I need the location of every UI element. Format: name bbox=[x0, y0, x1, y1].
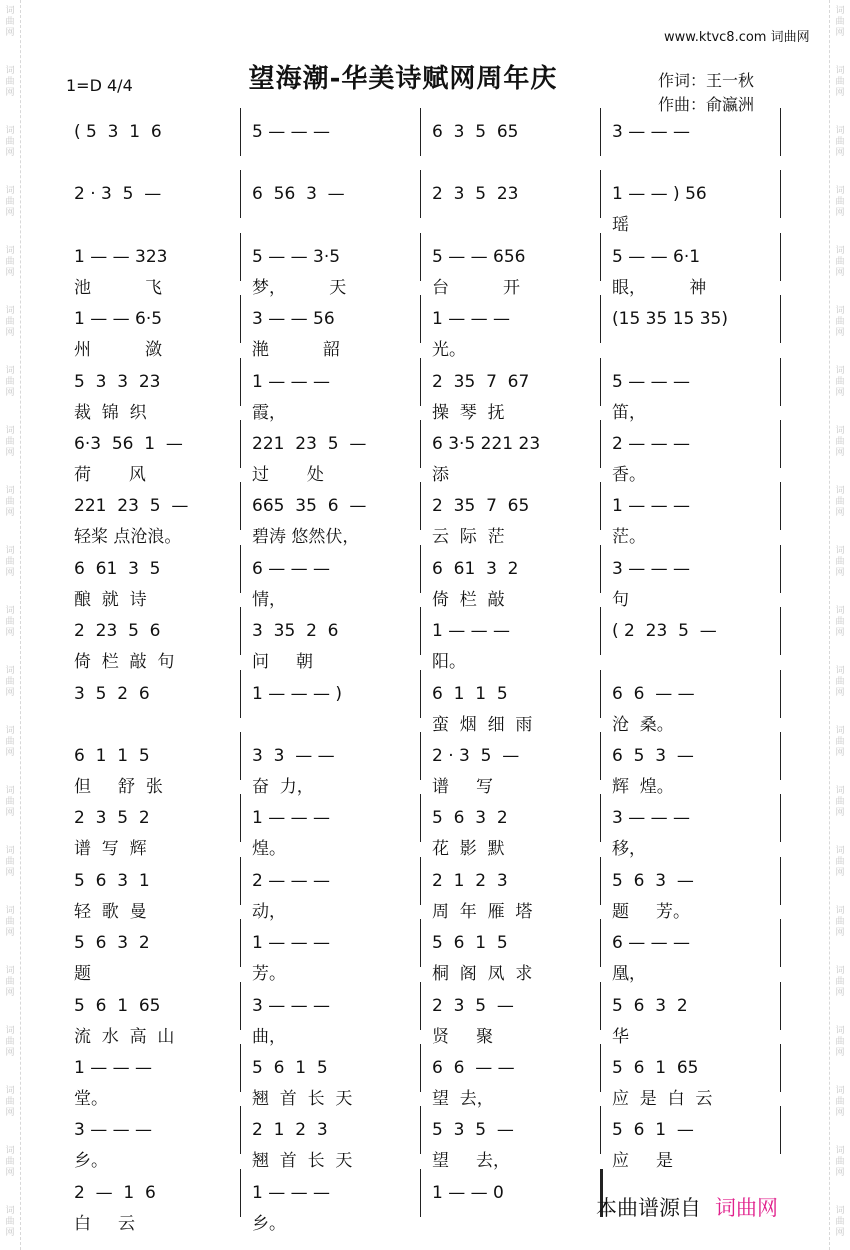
lyrics-row bbox=[64, 649, 784, 675]
barline bbox=[780, 358, 781, 406]
watermark-text: 词 曲 网 bbox=[835, 1026, 845, 1058]
measure-notes: 5 6 3 2 bbox=[612, 995, 688, 1016]
notes-row bbox=[64, 555, 784, 583]
barline bbox=[420, 857, 421, 905]
site-url[interactable]: www.ktvc8.com 词曲网 bbox=[664, 30, 810, 45]
barline bbox=[600, 670, 601, 718]
measure-notes: 6 61 3 2 bbox=[432, 558, 519, 579]
measure-lyrics: 过 处 bbox=[252, 465, 324, 485]
barline bbox=[240, 295, 241, 343]
measure-lyrics: 霞， bbox=[252, 402, 286, 423]
watermark-text: 词 曲 网 bbox=[835, 306, 845, 338]
footer-text: 本曲谱源自 bbox=[596, 1196, 701, 1220]
measure-lyrics: 白 云 bbox=[74, 1213, 136, 1234]
barline bbox=[600, 420, 601, 468]
measure-notes: 5 6 1 5 bbox=[252, 1058, 328, 1078]
measure-lyrics: 谱 写 辉 bbox=[74, 839, 147, 860]
measure-lyrics: 应 是 bbox=[612, 1151, 674, 1172]
measure-notes: 6 1 1 5 bbox=[432, 683, 508, 704]
barline bbox=[420, 233, 421, 281]
barline bbox=[600, 982, 601, 1030]
barline bbox=[600, 545, 601, 593]
watermark-text: 词 曲 网 bbox=[5, 546, 15, 578]
measure-notes: 5 6 1 — bbox=[612, 1120, 694, 1141]
measure-lyrics: 移， bbox=[612, 839, 646, 860]
measure-notes: 5 — — 656 bbox=[432, 246, 526, 267]
barline bbox=[780, 233, 781, 281]
measure-notes: 2 · 3 5 — bbox=[432, 746, 520, 766]
measure-notes: (15 35 15 35) bbox=[612, 309, 729, 330]
watermark-text: 词 曲 网 bbox=[835, 186, 845, 218]
barline bbox=[240, 420, 241, 468]
measure-notes: 3 — — — bbox=[74, 1120, 153, 1141]
measure-notes: 3 — — — bbox=[252, 995, 331, 1016]
measure-notes: 5 6 3 2 bbox=[432, 808, 508, 829]
lyrics-row bbox=[64, 337, 784, 363]
measure-lyrics: 题 芳。 bbox=[612, 901, 691, 922]
barline bbox=[240, 982, 241, 1030]
watermark-text: 词 曲 网 bbox=[5, 126, 15, 158]
measure-lyrics: 酿 就 诗 bbox=[74, 589, 147, 610]
lyrics-row bbox=[64, 462, 784, 488]
measure-lyrics: 乡。 bbox=[252, 1213, 286, 1234]
lyrics-row bbox=[64, 712, 784, 738]
barline bbox=[420, 794, 421, 842]
measure-lyrics: 茫。 bbox=[612, 527, 646, 548]
measure-notes: 5 — — 6·1 bbox=[612, 246, 701, 267]
notes-row bbox=[64, 118, 784, 146]
measure-notes: 3 — — — bbox=[612, 808, 691, 829]
measure-notes: 1 — — — bbox=[252, 933, 331, 954]
notes-row bbox=[64, 1054, 784, 1082]
footer-brand[interactable]: 词曲网 bbox=[715, 1196, 778, 1220]
notes-row bbox=[64, 1116, 784, 1144]
measure-lyrics: 轻 歌 曼 bbox=[74, 901, 147, 922]
barline bbox=[240, 358, 241, 406]
watermark-text: 词 曲 网 bbox=[835, 246, 845, 278]
barline bbox=[240, 233, 241, 281]
barline bbox=[600, 919, 601, 967]
barline bbox=[420, 1044, 421, 1092]
watermark-text: 词 曲 网 bbox=[835, 966, 845, 998]
barline bbox=[600, 857, 601, 905]
barline bbox=[780, 295, 781, 343]
watermark-text: 词 曲 网 bbox=[5, 906, 15, 938]
measure-lyrics: 辉 煌。 bbox=[612, 777, 674, 797]
barline bbox=[780, 607, 781, 655]
barline bbox=[240, 670, 241, 718]
barline bbox=[600, 170, 601, 218]
measure-notes: 1 — — — bbox=[432, 621, 511, 642]
measure-notes: 3 — — 56 bbox=[252, 309, 335, 330]
measure-notes: 2 1 2 3 bbox=[432, 870, 508, 891]
measure-notes: 1 — — — bbox=[432, 309, 511, 330]
barline bbox=[240, 857, 241, 905]
watermark-text: 词 曲 网 bbox=[5, 306, 15, 338]
lyrics-row bbox=[64, 212, 784, 238]
barline bbox=[780, 545, 781, 593]
notes-row bbox=[64, 742, 784, 770]
barline bbox=[420, 108, 421, 156]
barline bbox=[240, 482, 241, 530]
measure-notes: 6·3 56 1 — bbox=[74, 434, 183, 454]
watermark-text: 词 曲 网 bbox=[835, 426, 845, 458]
measure-notes: 3 5 2 6 bbox=[74, 683, 150, 704]
lyrics-row bbox=[64, 524, 784, 550]
measure-lyrics: 池 飞 bbox=[74, 277, 163, 298]
barline bbox=[420, 919, 421, 967]
measure-notes: 5 6 3 2 bbox=[74, 933, 150, 954]
measure-lyrics: 望 去， bbox=[432, 1151, 511, 1172]
watermark-text: 词 曲 网 bbox=[5, 6, 15, 38]
barline bbox=[240, 919, 241, 967]
measure-notes: 1 — — 0 bbox=[432, 1182, 504, 1203]
notes-row bbox=[64, 492, 784, 520]
barline bbox=[240, 1106, 241, 1154]
barline bbox=[600, 295, 601, 343]
measure-notes: ( 2 23 5 — bbox=[612, 621, 717, 642]
measure-lyrics: 华 bbox=[612, 1026, 629, 1047]
measure-lyrics: 题 bbox=[74, 964, 91, 985]
lyrics-row bbox=[64, 899, 784, 925]
measure-lyrics: 芳。 bbox=[252, 964, 286, 985]
barline bbox=[600, 1106, 601, 1154]
lyrics-row bbox=[64, 587, 784, 613]
notes-row bbox=[64, 867, 784, 895]
watermark-text: 词 曲 网 bbox=[5, 1026, 15, 1058]
barline bbox=[780, 982, 781, 1030]
lyrics-row bbox=[64, 400, 784, 426]
watermark-text: 词 曲 网 bbox=[5, 726, 15, 758]
barline bbox=[780, 1044, 781, 1092]
watermark-text: 词 曲 网 bbox=[835, 546, 845, 578]
measure-notes: 5 — — 3·5 bbox=[252, 246, 341, 267]
watermark-text: 词 曲 网 bbox=[835, 66, 845, 98]
watermark-text: 词 曲 网 bbox=[835, 1146, 845, 1178]
watermark-text: 词 曲 网 bbox=[835, 666, 845, 698]
barline bbox=[780, 919, 781, 967]
notes-row bbox=[64, 804, 784, 832]
key-signature: 1=D 4/4 bbox=[66, 76, 133, 95]
measure-notes: 2 35 7 67 bbox=[432, 371, 530, 392]
measure-lyrics: 乡。 bbox=[74, 1151, 108, 1172]
measure-lyrics: 动， bbox=[252, 901, 286, 922]
watermark-text: 词 曲 网 bbox=[835, 486, 845, 518]
measure-lyrics: 句 bbox=[612, 589, 629, 610]
watermark-text: 词 曲 网 bbox=[5, 426, 15, 458]
watermark-text: 词 曲 网 bbox=[835, 1206, 845, 1238]
notes-row bbox=[64, 430, 784, 458]
lyrics-row bbox=[64, 961, 784, 987]
measure-notes: 1 — — — bbox=[612, 496, 691, 517]
notes-row bbox=[64, 243, 784, 271]
barline bbox=[780, 1106, 781, 1154]
barline bbox=[420, 420, 421, 468]
watermark-text: 词 曲 网 bbox=[835, 726, 845, 758]
measure-lyrics: 谱 写 bbox=[432, 777, 494, 797]
measure-notes: 6 61 3 5 bbox=[74, 558, 161, 579]
measure-notes: 1 — — — bbox=[74, 1058, 153, 1078]
notes-row bbox=[64, 180, 784, 208]
measure-notes: 1 — — — bbox=[252, 808, 331, 829]
watermark-text: 词 曲 网 bbox=[835, 906, 845, 938]
barline bbox=[240, 794, 241, 842]
measure-lyrics: 操 琴 抚 bbox=[432, 402, 505, 423]
barline bbox=[420, 482, 421, 530]
barline bbox=[600, 1044, 601, 1092]
measure-notes: 3 3 — — bbox=[252, 746, 335, 766]
barline bbox=[600, 732, 601, 780]
barline bbox=[240, 607, 241, 655]
watermark-text: 词 曲 网 bbox=[5, 366, 15, 398]
barline bbox=[780, 794, 781, 842]
watermark-text: 词 曲 网 bbox=[5, 186, 15, 218]
barline bbox=[420, 607, 421, 655]
measure-notes: 1 — — — bbox=[252, 1182, 331, 1203]
measure-notes: 6 3·5 221 23 bbox=[432, 434, 541, 454]
barline bbox=[780, 420, 781, 468]
footer bbox=[596, 1192, 778, 1222]
barline bbox=[420, 545, 421, 593]
barline bbox=[780, 857, 781, 905]
notes-row bbox=[64, 368, 784, 396]
measure-lyrics: 裁 锦 织 bbox=[74, 402, 147, 423]
measure-lyrics: 眼， 神 bbox=[612, 277, 707, 298]
barline bbox=[600, 482, 601, 530]
measure-lyrics: 倚 栏 敲 句 bbox=[74, 652, 175, 673]
barline bbox=[420, 1169, 421, 1217]
left-watermark-strip bbox=[0, 0, 21, 1250]
measure-lyrics: 光。 bbox=[432, 340, 466, 361]
measure-lyrics: 梦， 天 bbox=[252, 277, 347, 298]
barline bbox=[600, 607, 601, 655]
measure-notes: 6 3 5 65 bbox=[432, 122, 519, 142]
measure-notes: 2 3 5 — bbox=[432, 995, 514, 1016]
measure-notes: 6 56 3 — bbox=[252, 184, 345, 205]
watermark-text: 词 曲 网 bbox=[835, 606, 845, 638]
notes-row bbox=[64, 929, 784, 957]
measure-lyrics: 问 朝 bbox=[252, 652, 314, 673]
watermark-text: 词 曲 网 bbox=[835, 126, 845, 158]
watermark-text: 词 曲 网 bbox=[5, 246, 15, 278]
measure-notes: 3 — — — bbox=[612, 122, 691, 142]
measure-lyrics: 阳。 bbox=[432, 652, 466, 673]
lyrics-row bbox=[64, 1024, 784, 1050]
measure-notes: 5 6 3 — bbox=[612, 870, 694, 891]
lyrics-row bbox=[64, 150, 784, 176]
watermark-text: 词 曲 网 bbox=[5, 1086, 15, 1118]
measure-notes: 5 3 3 23 bbox=[74, 371, 161, 392]
notes-row bbox=[64, 680, 784, 708]
measure-notes: 6 — — — bbox=[612, 933, 691, 954]
measure-notes: 1 — — 323 bbox=[74, 246, 168, 267]
watermark-text: 词 曲 网 bbox=[835, 846, 845, 878]
barline bbox=[780, 108, 781, 156]
notes-row bbox=[64, 992, 784, 1020]
watermark-text: 词 曲 网 bbox=[5, 66, 15, 98]
measure-lyrics: 州 潋 bbox=[74, 340, 163, 361]
measure-lyrics: 应 是 白 云 bbox=[612, 1089, 713, 1109]
measure-notes: 5 — — — bbox=[612, 371, 691, 392]
barline bbox=[780, 482, 781, 530]
measure-notes: ( 5 3 1 6 bbox=[74, 122, 162, 142]
watermark-text: 词 曲 网 bbox=[5, 1206, 15, 1238]
measure-notes: 6 6 — — bbox=[432, 1058, 515, 1078]
measure-notes: 2 35 7 65 bbox=[432, 496, 530, 517]
barline bbox=[240, 170, 241, 218]
measure-lyrics: 香。 bbox=[612, 465, 646, 485]
measure-notes: 1 — — 6·5 bbox=[74, 309, 163, 330]
barline bbox=[420, 170, 421, 218]
measure-notes: 6 6 — — bbox=[612, 683, 695, 704]
watermark-text: 词 曲 网 bbox=[5, 1146, 15, 1178]
barline bbox=[240, 1169, 241, 1217]
right-watermark-strip bbox=[829, 0, 850, 1250]
composer-credit: 作曲：俞瀛洲 bbox=[658, 95, 755, 114]
measure-lyrics: 奋 力， bbox=[252, 777, 314, 797]
barline bbox=[600, 794, 601, 842]
measure-notes: 5 6 1 65 bbox=[74, 995, 161, 1016]
lyrics-row bbox=[64, 774, 784, 800]
lyrics-row bbox=[64, 1086, 784, 1112]
measure-notes: 6 5 3 — bbox=[612, 746, 694, 766]
barline bbox=[420, 732, 421, 780]
barline bbox=[420, 358, 421, 406]
measure-notes: 2 1 2 3 bbox=[252, 1120, 328, 1141]
barline bbox=[240, 1044, 241, 1092]
measure-notes: 5 6 1 5 bbox=[432, 933, 508, 954]
measure-lyrics: 煌。 bbox=[252, 839, 286, 860]
barline bbox=[600, 108, 601, 156]
watermark-text: 词 曲 网 bbox=[835, 1086, 845, 1118]
watermark-text: 词 曲 网 bbox=[5, 606, 15, 638]
measure-lyrics: 碧涛 悠然伏， bbox=[252, 527, 360, 548]
measure-notes: 221 23 5 — bbox=[252, 434, 367, 454]
measure-notes: 3 — — — bbox=[612, 558, 691, 579]
lyrics-row bbox=[64, 275, 784, 301]
barline bbox=[240, 732, 241, 780]
measure-lyrics: 但 舒 张 bbox=[74, 777, 163, 797]
lyrics-row bbox=[64, 836, 784, 862]
barline bbox=[420, 670, 421, 718]
measure-lyrics: 翘 首 长 天 bbox=[252, 1089, 353, 1109]
notes-row bbox=[64, 617, 784, 645]
notes-row bbox=[64, 305, 784, 333]
measure-notes: 2 — — — bbox=[612, 434, 691, 454]
measure-lyrics: 荷 风 bbox=[74, 465, 146, 485]
barline bbox=[240, 545, 241, 593]
barline bbox=[780, 732, 781, 780]
measure-lyrics: 笛， bbox=[612, 402, 646, 423]
measure-notes: 2 3 5 2 bbox=[74, 808, 150, 829]
measure-notes: 1 — — — ) bbox=[252, 683, 343, 704]
measure-notes: 5 3 5 — bbox=[432, 1120, 514, 1141]
watermark-text: 词 曲 网 bbox=[835, 786, 845, 818]
measure-lyrics: 曲， bbox=[252, 1026, 286, 1047]
measure-lyrics: 添 bbox=[432, 465, 449, 485]
barline bbox=[600, 233, 601, 281]
measure-notes: 5 — — — bbox=[252, 122, 331, 142]
watermark-text: 词 曲 网 bbox=[5, 966, 15, 998]
measure-lyrics: 桐 阁 凤 求 bbox=[432, 964, 533, 985]
measure-lyrics: 堂。 bbox=[74, 1089, 108, 1109]
measure-notes: 1 — — — bbox=[252, 371, 331, 392]
barline bbox=[240, 108, 241, 156]
measure-lyrics: 瑶 bbox=[612, 215, 629, 236]
measure-notes: 2 — 1 6 bbox=[74, 1182, 156, 1203]
measure-notes: 6 1 1 5 bbox=[74, 746, 150, 766]
barline bbox=[780, 670, 781, 718]
song-title: 望海潮-华美诗赋网周年庆 bbox=[248, 64, 558, 94]
measure-lyrics: 台 开 bbox=[432, 277, 521, 298]
measure-lyrics: 周 年 雁 塔 bbox=[432, 901, 533, 922]
measure-lyrics: 流 水 高 山 bbox=[74, 1026, 175, 1047]
barline bbox=[420, 1106, 421, 1154]
measure-lyrics: 望 去， bbox=[432, 1089, 494, 1109]
barline bbox=[600, 358, 601, 406]
measure-lyrics: 蛮 烟 细 雨 bbox=[432, 714, 533, 735]
measure-notes: 6 — — — bbox=[252, 558, 331, 579]
measure-notes: 665 35 6 — bbox=[252, 496, 367, 517]
watermark-text: 词 曲 网 bbox=[5, 486, 15, 518]
measure-notes: 221 23 5 — bbox=[74, 496, 189, 517]
measure-lyrics: 倚 栏 敲 bbox=[432, 589, 505, 610]
measure-lyrics: 沧 桑。 bbox=[612, 714, 674, 735]
lyricist-credit: 作词：王一秋 bbox=[658, 71, 755, 90]
measure-notes: 2 · 3 5 — bbox=[74, 184, 162, 205]
measure-notes: 3 35 2 6 bbox=[252, 621, 339, 642]
lyrics-row bbox=[64, 1148, 784, 1174]
watermark-text: 词 曲 网 bbox=[835, 6, 845, 38]
measure-notes: 2 — — — bbox=[252, 870, 331, 891]
measure-notes: 1 — — ) 56 bbox=[612, 184, 707, 205]
barline bbox=[420, 295, 421, 343]
measure-lyrics: 轻桨 点沧浪。 bbox=[74, 527, 182, 548]
barline bbox=[780, 170, 781, 218]
measure-notes: 2 3 5 23 bbox=[432, 184, 519, 205]
watermark-text: 词 曲 网 bbox=[5, 846, 15, 878]
measure-lyrics: 情， bbox=[252, 589, 286, 610]
measure-lyrics: 滟 韶 bbox=[252, 340, 341, 361]
watermark-text: 词 曲 网 bbox=[5, 786, 15, 818]
measure-lyrics: 云 际 茫 bbox=[432, 527, 505, 548]
measure-notes: 2 23 5 6 bbox=[74, 621, 161, 642]
measure-lyrics: 翘 首 长 天 bbox=[252, 1151, 353, 1172]
measure-lyrics: 凰， bbox=[612, 964, 646, 985]
measure-lyrics: 贤 聚 bbox=[432, 1026, 494, 1047]
watermark-text: 词 曲 网 bbox=[835, 366, 845, 398]
measure-notes: 5 6 3 1 bbox=[74, 870, 150, 891]
barline bbox=[420, 982, 421, 1030]
measure-notes: 5 6 1 65 bbox=[612, 1058, 699, 1078]
watermark-text: 词 曲 网 bbox=[5, 666, 15, 698]
measure-lyrics: 花 影 默 bbox=[432, 839, 505, 860]
